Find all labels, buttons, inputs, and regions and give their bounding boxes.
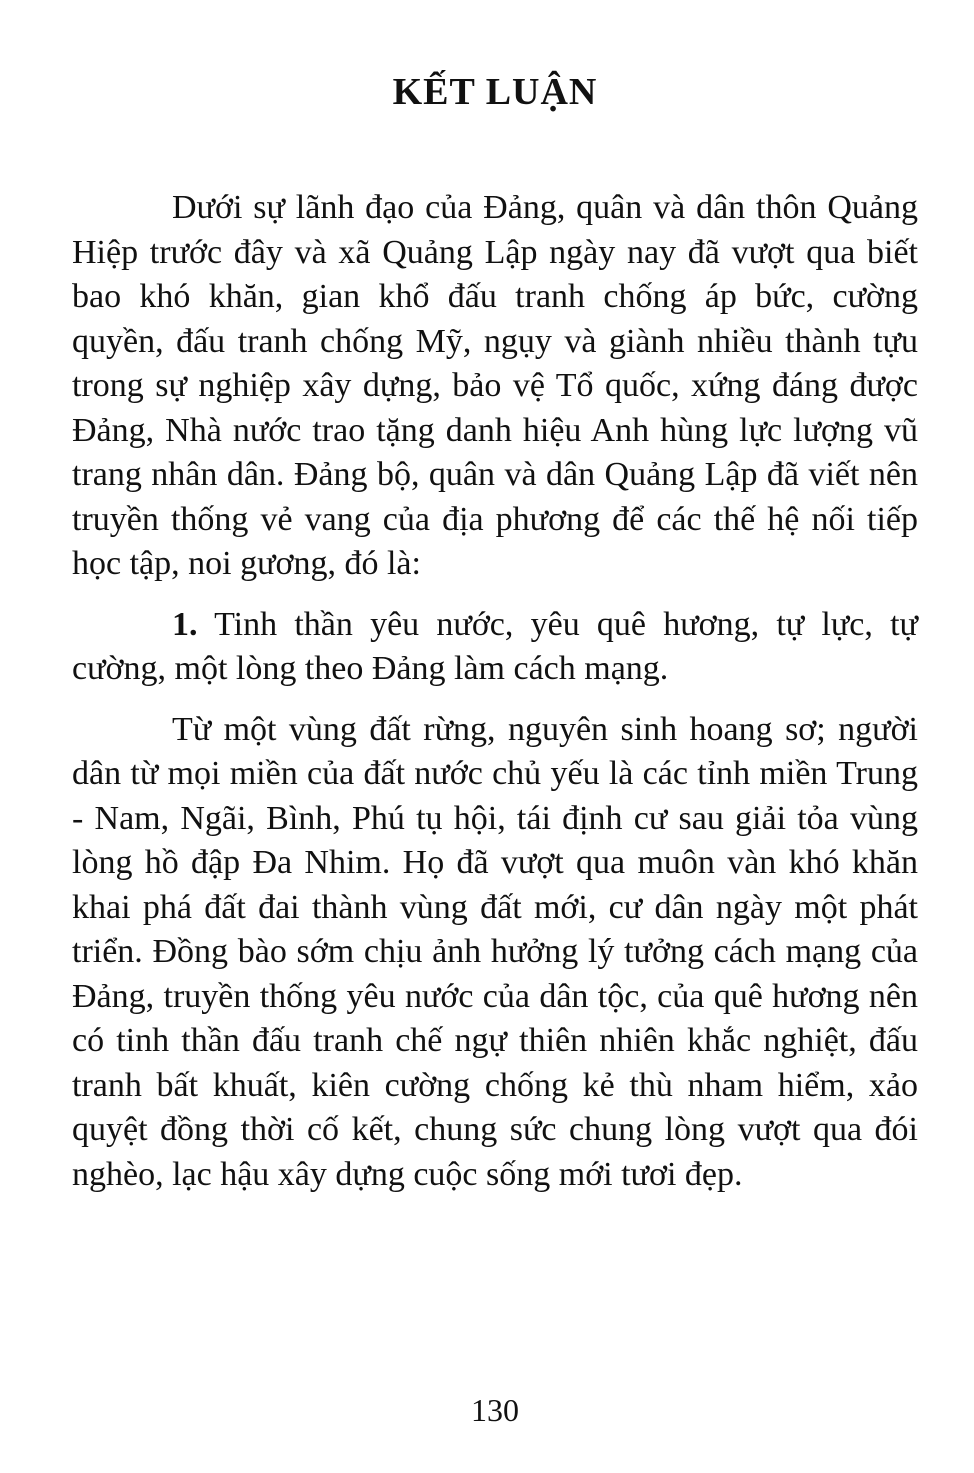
paragraph-history: Từ một vùng đất rừng, nguyên sinh hoang sơ; người dân từ mọi miền của đất nước chủ yếu là các tỉnh miền Trung - Nam, Ngãi, Bình, Phú tụ hội, tái định cư sau giải tỏa vùng lòng hồ đập Đa Nhim. Họ đã vượt qua muôn vàn khó khăn khai phá đất đai thành vùng đất mới, cư dân ngày một phát triển. Đồng bào sớm chịu ảnh hưởng lý tưởng cách mạng của Đảng, truyền thống yêu nước của dân tộc, của quê hương nên có tinh thần đấu tranh chế ngự thiên nhiên khắc nghiệt, đấu tranh bất khuất, kiên cường chống kẻ thù nham hiểm, xảo quyệt đồng thời cố kết, chung sức chung lòng vượt qua đói nghèo, lạc hậu xây dựng cuộc sống mới tươi đẹp. [72,710,918,1193]
paragraph-intro: Dưới sự lãnh đạo của Đảng, quân và dân thôn Quảng Hiệp trước đây và xã Quảng Lập ngày nay đã vượt qua biết bao khó khăn, gian khổ đấu tranh chống áp bức, cường quyền, đấu tranh chống Mỹ, ngụy và giành nhiều thành tựu trong sự nghiệp xây dựng, bảo vệ Tổ quốc, xứng đáng được Đảng, Nhà nước trao tặng danh hiệu Anh hùng lực lượng vũ trang nhân dân. Đảng bộ, quân và dân Quảng Lập đã viết nên truyền thống vẻ vang của địa phương để các thế hệ nối tiếp học tập, noi gương, đó là: [72,189,918,582]
item-number: 1. [172,605,198,643]
item-text: Tinh thần yêu nước, yêu quê hương, tự lực, tự cường, một lòng theo Đảng làm cách mạng. [72,605,918,687]
paragraph-item-1 [72,603,918,692]
page-number: 130 [471,1392,519,1428]
book-page [72,0,918,1473]
chapter-title: KẾT LUẬN [392,71,598,113]
chapter-body [72,186,918,1197]
